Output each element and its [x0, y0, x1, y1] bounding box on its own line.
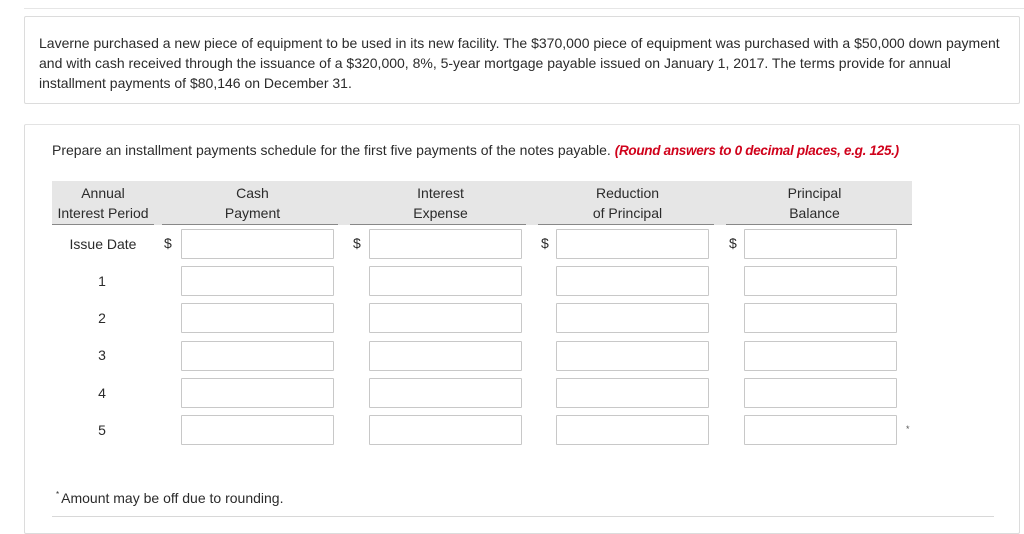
header-principal-balance — [738, 183, 891, 223]
header-cash-payment — [176, 183, 329, 223]
header-annual-interest-period — [52, 183, 154, 223]
problem-statement — [24, 16, 1020, 104]
cash-payment-input-3[interactable] — [181, 341, 334, 371]
reduction-of-principal-input-issue-date[interactable] — [556, 229, 709, 259]
dollar-sign: $ — [164, 235, 172, 251]
principal-balance-input-2[interactable] — [744, 303, 897, 333]
header-line: Reduction — [595, 185, 660, 201]
header-line: Cash — [236, 185, 269, 201]
header-line: of Principal — [592, 205, 663, 221]
footnote-marker: * — [56, 490, 60, 499]
header-line: Interest Period — [57, 205, 149, 221]
principal-balance-input-4[interactable] — [744, 378, 897, 408]
interest-expense-input-4[interactable] — [369, 378, 522, 408]
header-line: Interest — [417, 185, 464, 201]
principal-balance-input-1[interactable] — [744, 266, 897, 296]
period-label-1: 1 — [98, 273, 106, 289]
rounding-asterisk: * — [906, 424, 910, 434]
rounding-note: (Round answers to 0 decimal places, e.g. 125.) — [614, 143, 899, 158]
header-line: Payment — [224, 205, 281, 221]
period-label-3: 3 — [98, 347, 106, 363]
interest-expense-input-issue-date[interactable] — [369, 229, 522, 259]
cash-payment-input-4[interactable] — [181, 378, 334, 408]
reduction-of-principal-input-3[interactable] — [556, 341, 709, 371]
problem-text: Laverne purchased a new piece of equipment to be used in its new facility. The $370,000 piece of equipment was purchased with a $50,000 down payment and with cash received through the issuance of a $320,000, 8%, 5-year mortgage payable issued on January 1, 2017. The terms provide for annual installment payments of $80,146 on December 31. — [39, 35, 1000, 91]
header-line: Annual — [81, 185, 125, 201]
principal-balance-input-3[interactable] — [744, 341, 897, 371]
cash-payment-input-5[interactable] — [181, 415, 334, 445]
rounding-footnote — [56, 490, 283, 506]
period-label-2: 2 — [98, 310, 106, 326]
reduction-of-principal-input-5[interactable] — [556, 415, 709, 445]
header-underline — [52, 224, 154, 225]
top-divider — [24, 8, 1024, 9]
period-label-issue-date: Issue Date — [69, 236, 137, 252]
instructions — [52, 142, 899, 158]
reduction-of-principal-input-1[interactable] — [556, 266, 709, 296]
header-underline — [726, 224, 912, 225]
interest-expense-input-5[interactable] — [369, 415, 522, 445]
cash-payment-input-2[interactable] — [181, 303, 334, 333]
dollar-sign: $ — [541, 235, 549, 251]
header-reduction-of-principal — [551, 183, 704, 223]
cash-payment-input-issue-date[interactable] — [181, 229, 334, 259]
cash-payment-input-1[interactable] — [181, 266, 334, 296]
reduction-of-principal-input-4[interactable] — [556, 378, 709, 408]
principal-balance-input-5[interactable] — [744, 415, 897, 445]
period-label-4: 4 — [98, 385, 106, 401]
bottom-divider — [52, 516, 994, 517]
interest-expense-input-1[interactable] — [369, 266, 522, 296]
header-underline — [162, 224, 338, 225]
header-underline — [350, 224, 526, 225]
header-line: Expense — [413, 205, 468, 221]
footnote-text: Amount may be off due to rounding. — [61, 490, 284, 506]
header-interest-expense — [364, 183, 517, 223]
dollar-sign: $ — [353, 235, 361, 251]
principal-balance-input-issue-date[interactable] — [744, 229, 897, 259]
interest-expense-input-3[interactable] — [369, 341, 522, 371]
dollar-sign: $ — [729, 235, 737, 251]
header-line: Balance — [789, 205, 840, 221]
reduction-of-principal-input-2[interactable] — [556, 303, 709, 333]
interest-expense-input-2[interactable] — [369, 303, 522, 333]
header-underline — [538, 224, 714, 225]
period-label-5: 5 — [98, 422, 106, 438]
header-line: Principal — [787, 185, 842, 201]
instructions-text: Prepare an installment payments schedule for the first five payments of the notes payable. — [52, 142, 611, 158]
